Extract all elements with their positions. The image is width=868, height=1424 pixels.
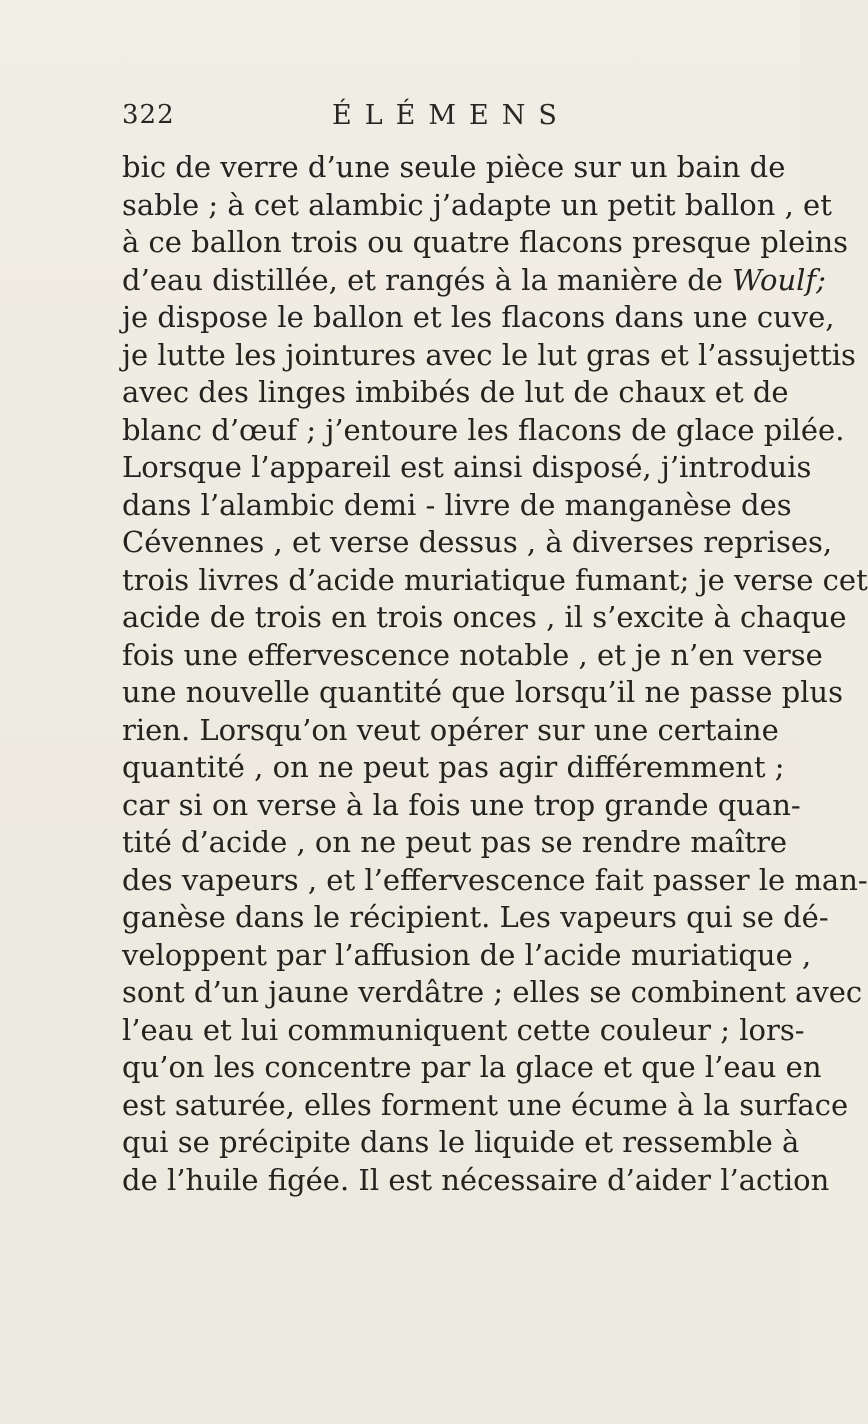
text-line: sable ; à cet alambic j’adapte un petit ballon , et <box>122 187 832 222</box>
text-line: tité d’acide , on ne peut pas se rendre maître <box>122 825 788 859</box>
text-line: fois une effervescence notable , et je n’en verse <box>122 637 823 672</box>
text-line: qui se précipite dans le liquide et ressemble à <box>122 1125 800 1159</box>
running-head: ÉLÉMENS <box>332 100 570 131</box>
text-line-segment: d’eau distillée, et rangés à la manière de <box>122 262 733 297</box>
text-line: qu’on les concentre par la glace et que l’eau en <box>122 1050 822 1084</box>
text-line: rien. Lorsqu’on veut opérer sur une certaine <box>122 712 779 747</box>
text-line: est saturée, elles forment une écume à la surface <box>122 1087 849 1122</box>
text-line: des vapeurs , et l’effervescence fait passer le man- <box>122 862 868 897</box>
text-line: avec des linges imbibés de lut de chaux et de <box>122 375 789 409</box>
italic-name: Woulf; <box>732 262 826 297</box>
text-line: trois livres d’acide muriatique fumant; je verse cet <box>122 562 868 597</box>
text-line: je dispose le ballon et les flacons dans une cuve, <box>122 300 835 334</box>
text-line: bic de verre d’une seule pièce sur un bain de <box>122 150 786 184</box>
text-line: sont d’un jaune verdâtre ; elles se combinent avec <box>122 975 863 1009</box>
text-line: Cévennes , et verse dessus , à diverses reprises, <box>122 525 833 559</box>
text-line: acide de trois en trois onces , il s’excite à chaque <box>122 600 847 634</box>
text-line-with-name <box>122 262 826 300</box>
text-line: à ce ballon trois ou quatre flacons presque pleins <box>122 225 849 259</box>
text-line: veloppent par l’affusion de l’acide muriatique , <box>122 937 812 972</box>
text-line: de l’huile figée. Il est nécessaire d’aider l’action <box>122 1162 830 1197</box>
text-line: blanc d’œuf ; j’entoure les flacons de glace pilée. <box>122 412 845 447</box>
text-line: quantité , on ne peut pas agir différemment ; <box>122 750 785 784</box>
text-line: une nouvelle quantité que lorsqu’il ne passe plus <box>122 675 843 709</box>
text-line: car si on verse à la fois une trop grande quan- <box>122 787 801 822</box>
text-line: Lorsque l’appareil est ainsi disposé, j’introduis <box>122 450 812 484</box>
text-line: l’eau et lui communiquent cette couleur ; lors- <box>122 1012 805 1047</box>
page-header <box>122 100 682 140</box>
text-line: ganèse dans le récipient. Les vapeurs qui se dé- <box>122 900 829 934</box>
body-text <box>122 149 868 1199</box>
text-line: dans l’alambic demi - livre de manganèse des <box>122 487 792 522</box>
page-number: 322 <box>122 100 175 130</box>
text-line: je lutte les jointures avec le lut gras et l’assujettis <box>122 337 856 372</box>
